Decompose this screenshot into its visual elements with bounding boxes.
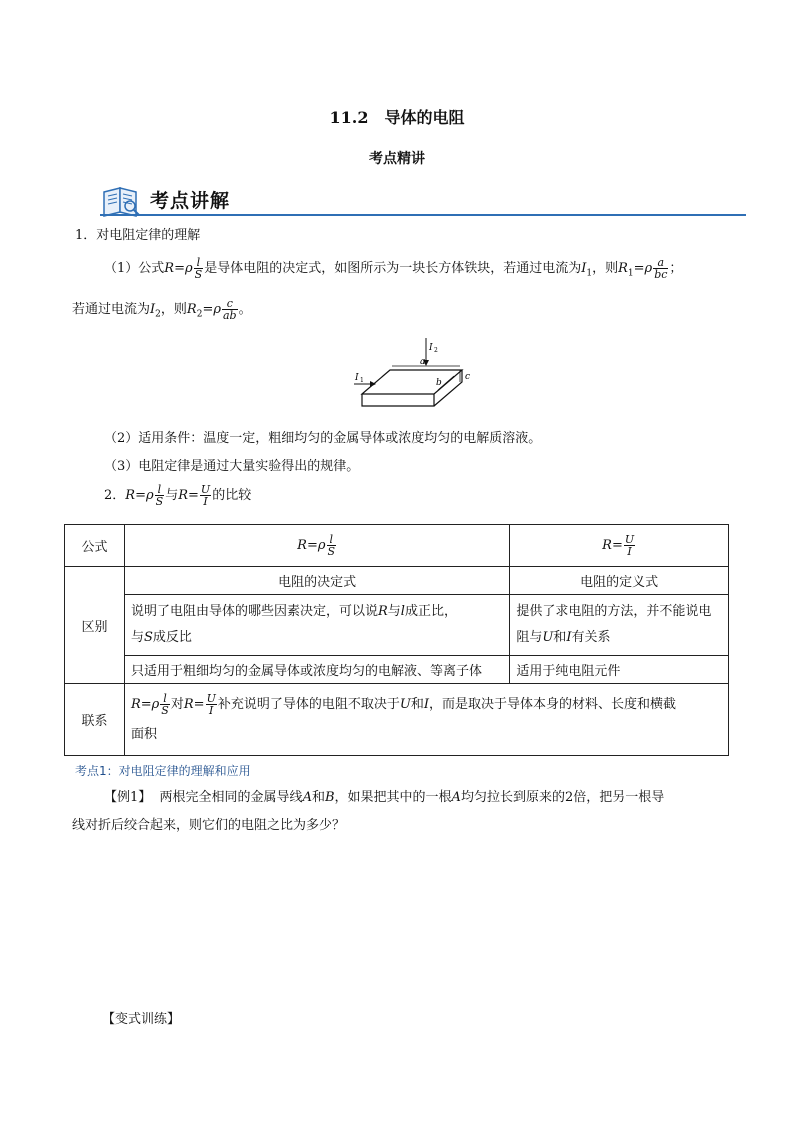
formula-paragraph-2: 若通过电流为$I_2$，则$R_2=\rho$ $\frac{c}{ab}$ 。 — [72, 297, 252, 322]
cell-formula-determinative: R=ρ $\frac{l}{S}$ — [124, 525, 509, 567]
cell-diff2-left: 只适用于粗细均匀的金属导体或浓度均匀的电解液、等离子体 — [124, 656, 509, 684]
svg-text:2: 2 — [434, 347, 438, 354]
table-row — [65, 567, 729, 595]
label-c: c — [465, 372, 471, 382]
table-row — [65, 684, 729, 756]
label-I2: I — [429, 343, 433, 353]
fraction-c-over-ab: $\frac{c}{ab}$ — [223, 297, 237, 322]
row-label-link: 联系 — [65, 684, 125, 756]
table-row — [65, 595, 729, 656]
table-row — [65, 656, 729, 684]
example-line-2: 线对折后绞合起来，则它们的电阻之比为多少？ — [72, 818, 346, 833]
comparison-table — [64, 524, 729, 756]
example-label: 【例1】 — [104, 790, 152, 805]
fraction-a-over-bc: $\frac{a}{bc}$ — [654, 256, 668, 281]
row-label-difference: 区别 — [65, 567, 125, 684]
paragraph-law: （3）电阻定律是通过大量实验得出的规律。 — [104, 459, 360, 474]
label-I1: I — [355, 373, 359, 383]
cell-diff1-left: 说明了电阻由导体的哪些因素决定，可以说R与l成正比， 与S成反比 — [124, 595, 509, 656]
table-row — [65, 525, 729, 567]
book-icon — [104, 188, 139, 216]
col-head-definition: 电阻的定义式 — [510, 567, 729, 595]
cell-link: R=ρ $\frac{l}{S}$ 对R= $\frac{U}{I}$ 补充说明了导体的电阻不取决于U和I，而是取决于导体本身的材料、长度和横截 面积 — [124, 684, 728, 756]
page-subtitle: 考点精讲 — [369, 151, 425, 167]
label-a: a — [420, 357, 426, 367]
cell-formula-definition: R= $\frac{U}{I}$ — [510, 525, 729, 567]
fraction-l-over-S: $\frac{l}{S}$ — [194, 256, 203, 281]
kaodian-heading: 考点1：对电阻定律的理解和应用 — [75, 764, 251, 778]
cell-diff1-right: 提供了求电阻的方法，并不能说电 阻与U和I有关系 — [510, 595, 729, 656]
example-line-1: 【例1】 两根完全相同的金属导线A和B，如果把其中的一根A均匀拉长到原来的2倍，把另一根导 — [104, 790, 665, 805]
row-label-formula: 公式 — [65, 525, 125, 567]
section1-heading: 1．对电阻定律的理解 — [75, 228, 201, 243]
paragraph-conditions: （2）适用条件：温度一定，粗细均匀的金属导体或浓度均匀的电解质溶液。 — [104, 431, 542, 446]
page-title: 11.2 导体的电阻 — [329, 108, 465, 127]
cuboid-figure — [350, 336, 480, 416]
section-rule — [100, 214, 746, 216]
variant-training-heading: 【变式训练】 — [102, 1012, 181, 1027]
col-head-determinative: 电阻的决定式 — [124, 567, 509, 595]
formula-paragraph-1: （1）公式R=ρ $\frac{l}{S}$ 是导体电阻的决定式，如图所示为一块长方体铁块，若通过电流为$I_1$，则$R_1=\rho$ $\frac{a}{bc}$ ； — [104, 256, 683, 281]
banner-label: 考点讲解 — [150, 190, 231, 212]
cell-diff2-right: 适用于纯电阻元件 — [510, 656, 729, 684]
section2-heading: 2．R=ρ $\frac{l}{S}$ 与R= $\frac{U}{I}$ 的比较 — [104, 483, 252, 508]
label-b: b — [436, 378, 442, 388]
svg-text:1: 1 — [360, 377, 364, 384]
